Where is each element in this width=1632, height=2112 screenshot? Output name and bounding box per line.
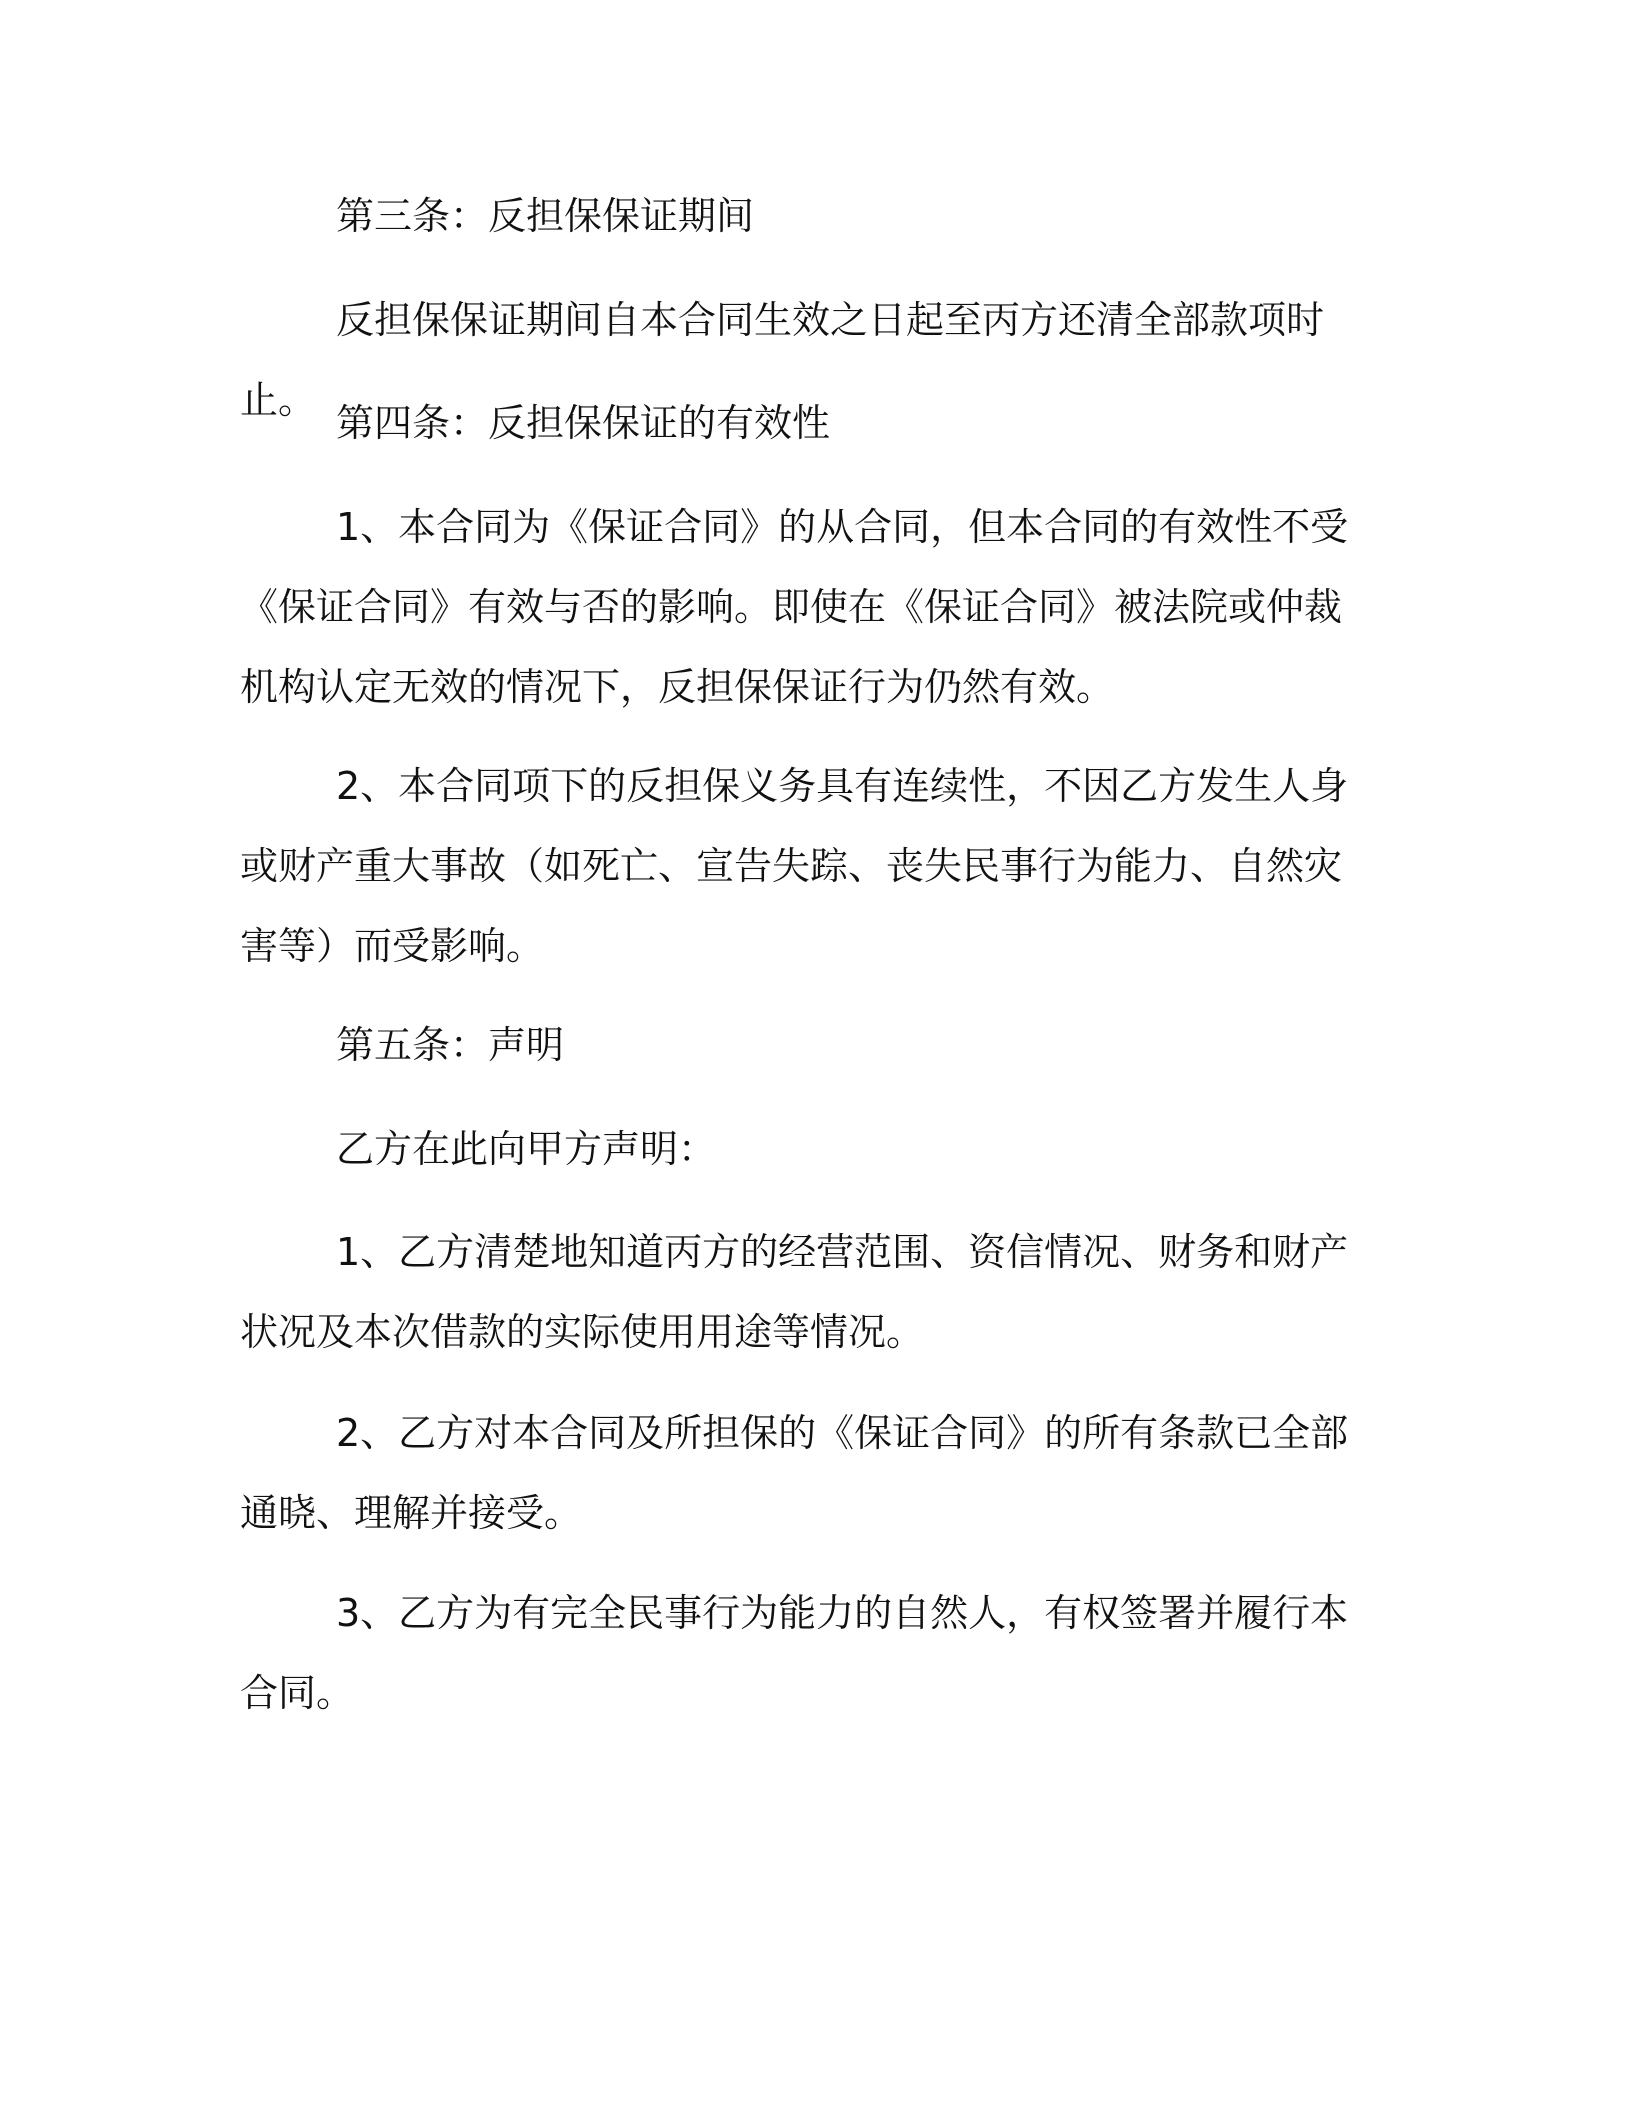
article-4-heading: 第四条：反担保保证的有效性 — [336, 401, 831, 445]
article-5-heading: 第五条：声明 — [336, 1023, 565, 1067]
article-4-item-2: 2、本合同项下的反担保义务具有连续性，不因乙方发生人身或财产重大事故（如死亡、宣告失踪、丧失民事行为能力、自然灾害等）而受影响。 — [240, 764, 1349, 968]
article-4-item-1: 1、本合同为《保证合同》的从合同，但本合同的有效性不受《保证合同》有效与否的影响。即使在《保证合同》被法院或仲裁机构认定无效的情况下，反担保保证行为仍然有效。 — [240, 505, 1349, 709]
article-5-item-1: 1、乙方清楚地知道丙方的经营范围、资信情况、财务和财产状况及本次借款的实际使用用途等情况。 — [240, 1230, 1349, 1354]
article-3-paragraph: 反担保保证期间自本合同生效之日起至丙方还清全部款项时止。 — [240, 298, 1325, 422]
article-5-intro: 乙方在此向甲方声明： — [336, 1127, 717, 1171]
article-5-item-3: 3、乙方为有完全民事行为能力的自然人，有权签署并履行本合同。 — [240, 1591, 1349, 1715]
article-3-heading: 第三条：反担保保证期间 — [336, 194, 755, 238]
article-5-item-2: 2、乙方对本合同及所担保的《保证合同》的所有条款已全部通晓、理解并接受。 — [240, 1411, 1349, 1535]
